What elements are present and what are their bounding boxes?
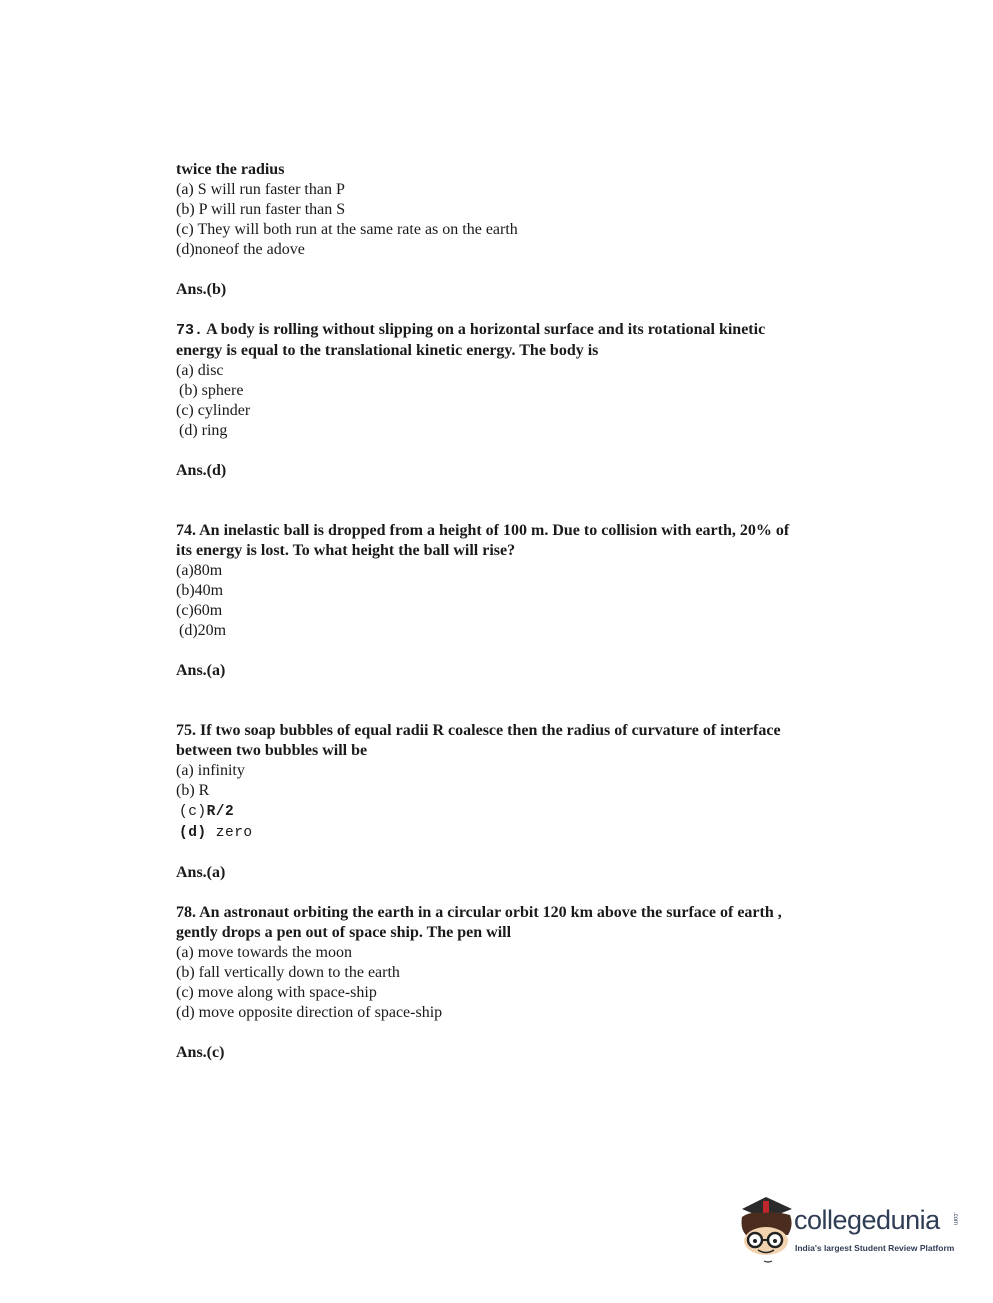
answer: Ans.(d)	[176, 462, 227, 479]
question-stem-text: A body is rolling without slipping on a horizontal surface and its rotational kinetic	[203, 321, 766, 338]
answer: Ans.(b)	[176, 281, 227, 298]
option-c: (c) cylinder	[176, 402, 251, 419]
brand-domain: .com	[952, 1212, 958, 1226]
option-d-value: zero	[206, 825, 253, 841]
option-d: (d)20m	[179, 622, 227, 639]
option-a: (a) move towards the moon	[176, 944, 352, 961]
option-c: (c) move along with space-ship	[176, 984, 377, 1001]
question-78	[176, 903, 856, 1063]
question-number: 73.	[176, 322, 204, 339]
question-74	[176, 521, 856, 681]
option-c	[176, 801, 856, 822]
brand-tagline: India's largest Student Review Platform	[795, 1243, 955, 1253]
option-a: (a) disc	[176, 362, 224, 379]
option-b: (b) P will run faster than S	[176, 201, 346, 218]
option-a: (a) infinity	[176, 762, 245, 779]
option-c-label: (c)	[179, 804, 207, 820]
option-d: (d)noneof the adove	[176, 241, 305, 258]
answer: Ans.(a)	[176, 662, 226, 679]
option-b: (b) fall vertically down to the earth	[176, 964, 400, 981]
option-c-value: R/2	[206, 804, 235, 820]
option-d-label: (d)	[179, 825, 207, 841]
answer: Ans.(a)	[176, 864, 226, 881]
question-stem-line-2: its energy is lost. To what height the ball will rise?	[176, 542, 516, 559]
option-d: (d) move opposite direction of space-ship	[176, 1004, 443, 1021]
option-b: (b) R	[176, 782, 210, 799]
option-c: (c) They will both run at the same rate as on the earth	[176, 221, 518, 238]
question-stem-line-1: 74. An inelastic ball is dropped from a height of 100 m. Due to collision with earth, 20% of	[176, 522, 790, 539]
option-d	[176, 822, 856, 843]
option-a: (a) S will run faster than P	[176, 181, 345, 198]
brand-name: collegedunia	[794, 1205, 940, 1235]
question-72-continuation	[176, 160, 856, 300]
option-d: (d) ring	[179, 422, 228, 439]
question-73	[176, 320, 856, 481]
answer: Ans.(c)	[176, 1044, 225, 1061]
question-stem-line-2: energy is equal to the translational kinetic energy. The body is	[176, 342, 599, 359]
question-stem-line-2: between two bubbles will be	[176, 742, 368, 759]
question-stem-line-2: gently drops a pen out of space ship. The pen will	[176, 924, 512, 941]
option-a: (a)80m	[176, 562, 223, 579]
question-75	[176, 721, 856, 883]
document-page	[176, 160, 856, 1063]
question-stem-line-1	[176, 320, 856, 341]
question-stem-line-1: 78. An astronaut orbiting the earth in a circular orbit 120 km above the surface of earth ,	[176, 904, 782, 921]
option-b: (b) sphere	[179, 382, 244, 399]
mascot-icon	[736, 1195, 798, 1265]
option-c: (c)60m	[176, 602, 223, 619]
question-stem-line-1: 75. If two soap bubbles of equal radii R coalesce then the radius of curvature of interface	[176, 722, 781, 739]
collegedunia-logo	[736, 1195, 966, 1265]
option-b: (b)40m	[176, 582, 224, 599]
question-stem-continued: twice the radius	[176, 161, 285, 178]
